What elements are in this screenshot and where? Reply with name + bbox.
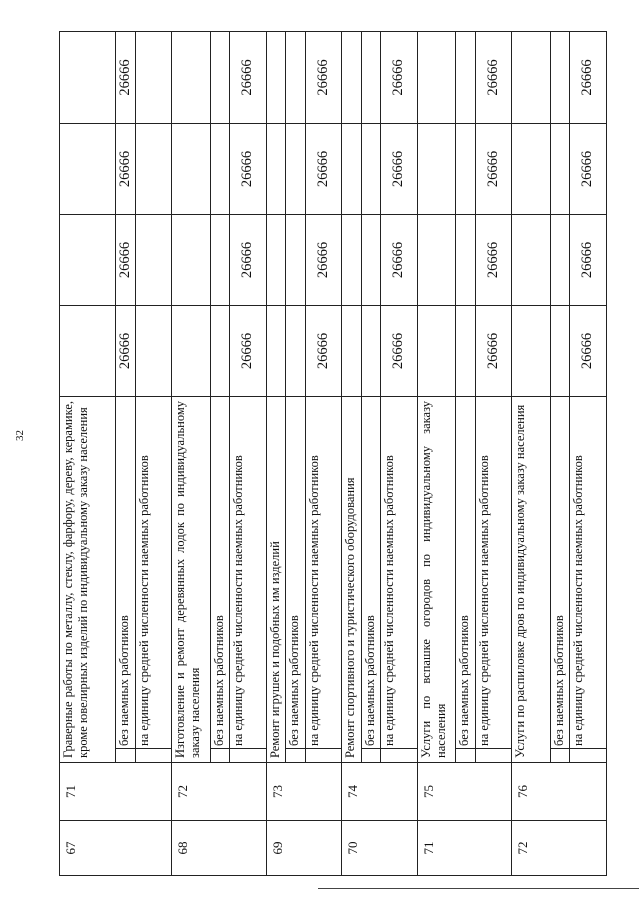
value-cell: 26666	[115, 305, 135, 396]
value-cell: 26666	[115, 214, 135, 305]
indent-cell	[286, 749, 305, 763]
sub-row-label: на единицу средней численности наемных работников	[135, 396, 172, 748]
value-cell	[456, 123, 475, 214]
value-cell	[456, 305, 475, 396]
value-cell-empty	[266, 31, 285, 123]
value-cell: 26666	[570, 305, 607, 396]
row-number: 71	[417, 821, 512, 876]
value-cell	[286, 305, 305, 396]
value-cell-empty	[342, 305, 361, 396]
indent-cell	[550, 749, 569, 763]
value-cell-empty	[512, 305, 551, 396]
value-cell	[361, 214, 380, 305]
row-number: 72	[512, 821, 607, 876]
sub-row-label: без наемных работников	[286, 396, 305, 748]
activity-code: 76	[512, 763, 607, 821]
value-cell: 26666	[380, 305, 417, 396]
value-cell	[456, 214, 475, 305]
value-cell-empty	[342, 214, 361, 305]
value-cell: 26666	[230, 305, 267, 396]
value-cell: 26666	[570, 123, 607, 214]
value-cell-empty	[417, 305, 456, 396]
indent-cell	[361, 749, 380, 763]
table-body	[60, 31, 607, 875]
value-cell	[361, 31, 380, 123]
page-number: 32	[14, 430, 26, 441]
value-cell	[211, 305, 230, 396]
value-cell	[550, 123, 569, 214]
activity-code: 71	[60, 763, 172, 821]
indent-cell	[380, 749, 417, 763]
indent-cell	[305, 749, 342, 763]
value-cell-empty	[266, 214, 285, 305]
activity-code: 74	[342, 763, 417, 821]
activity-title: Ремонт игрушек и подобных им изделий	[266, 396, 285, 762]
value-cell	[135, 31, 172, 123]
footer-rule	[318, 888, 639, 889]
sub-row	[115, 31, 135, 875]
activity-title: Услуги по вспашке огородов по индивидуальному заказу населения	[417, 396, 456, 762]
row-number: 69	[266, 821, 341, 876]
activity-code: 72	[172, 763, 267, 821]
value-cell-empty	[60, 214, 116, 305]
value-cell: 26666	[475, 305, 512, 396]
rates-table	[59, 31, 607, 876]
value-cell-empty	[342, 123, 361, 214]
value-cell-empty	[417, 214, 456, 305]
value-cell-empty	[417, 31, 456, 123]
value-cell: 26666	[305, 214, 342, 305]
value-cell-empty	[60, 123, 116, 214]
section-title-row	[342, 31, 361, 875]
value-cell	[550, 31, 569, 123]
sub-row	[230, 31, 267, 875]
row-number: 70	[342, 821, 417, 876]
value-cell-empty	[342, 31, 361, 123]
section-title-row	[172, 31, 211, 875]
value-cell-empty	[172, 305, 211, 396]
value-cell: 26666	[230, 31, 267, 123]
section-title-row	[60, 31, 116, 875]
activity-code: 75	[417, 763, 512, 821]
value-cell	[135, 123, 172, 214]
sub-row	[135, 31, 172, 875]
sub-row-label: без наемных работников	[456, 396, 475, 748]
indent-cell	[475, 749, 512, 763]
sub-row-label: на единицу средней численности наемных работников	[475, 396, 512, 748]
indent-cell	[211, 749, 230, 763]
sub-row	[380, 31, 417, 875]
value-cell: 26666	[380, 31, 417, 123]
value-cell-empty	[172, 31, 211, 123]
indent-cell	[456, 749, 475, 763]
sub-row-label: на единицу средней численности наемных работников	[570, 396, 607, 748]
sub-row-label: на единицу средней численности наемных работников	[305, 396, 342, 748]
indent-cell	[135, 749, 172, 763]
row-number: 67	[60, 821, 172, 876]
activity-title: Граверные работы по металлу, стеклу, фарфору, дереву, керамике, кроме ювелирных изделий по индивидуальному заказу населения	[60, 396, 116, 762]
value-cell-empty	[172, 123, 211, 214]
sub-row	[361, 31, 380, 875]
indent-cell	[230, 749, 267, 763]
value-cell: 26666	[305, 305, 342, 396]
value-cell: 26666	[475, 123, 512, 214]
value-cell: 26666	[570, 31, 607, 123]
section-title-row	[266, 31, 285, 875]
sub-row	[570, 31, 607, 875]
value-cell	[361, 123, 380, 214]
activity-title: Услуги по распиловке дров по индивидуальному заказу населения	[512, 396, 551, 762]
value-cell: 26666	[380, 214, 417, 305]
activity-title: Ремонт спортивного и туристического оборудования	[342, 396, 361, 762]
value-cell	[286, 31, 305, 123]
value-cell: 26666	[380, 123, 417, 214]
sub-row	[456, 31, 475, 875]
value-cell-empty	[172, 214, 211, 305]
value-cell: 26666	[475, 31, 512, 123]
value-cell-empty	[512, 31, 551, 123]
value-cell: 26666	[475, 214, 512, 305]
value-cell	[361, 305, 380, 396]
value-cell: 26666	[305, 31, 342, 123]
value-cell-empty	[60, 305, 116, 396]
value-cell: 26666	[230, 214, 267, 305]
value-cell: 26666	[305, 123, 342, 214]
indent-cell	[115, 749, 135, 763]
sub-row-label: на единицу средней численности наемных работников	[380, 396, 417, 748]
activity-code: 73	[266, 763, 341, 821]
value-cell	[456, 31, 475, 123]
indent-cell	[570, 749, 607, 763]
value-cell-empty	[266, 305, 285, 396]
value-cell	[286, 214, 305, 305]
value-cell	[550, 305, 569, 396]
sub-row	[211, 31, 230, 875]
value-cell: 26666	[115, 123, 135, 214]
sub-row	[305, 31, 342, 875]
section-title-row	[512, 31, 551, 875]
section-title-row	[417, 31, 456, 875]
value-cell-empty	[266, 123, 285, 214]
value-cell	[211, 123, 230, 214]
value-cell-empty	[512, 214, 551, 305]
value-cell	[211, 214, 230, 305]
value-cell: 26666	[570, 214, 607, 305]
sub-row-label: на единицу средней численности наемных работников	[230, 396, 267, 748]
value-cell	[286, 123, 305, 214]
sub-row-label: без наемных работников	[115, 396, 135, 748]
value-cell	[211, 31, 230, 123]
value-cell	[550, 214, 569, 305]
value-cell-empty	[60, 31, 116, 123]
sub-row-label: без наемных работников	[211, 396, 230, 748]
value-cell: 26666	[230, 123, 267, 214]
value-cell-empty	[417, 123, 456, 214]
value-cell	[135, 214, 172, 305]
rotated-table-container	[59, 32, 607, 876]
sub-row	[286, 31, 305, 875]
sub-row-label: без наемных работников	[550, 396, 569, 748]
value-cell-empty	[512, 123, 551, 214]
activity-title: Изготовление и ремонт деревянных лодок по индивидуальному заказу населения	[172, 396, 211, 762]
row-number: 68	[172, 821, 267, 876]
value-cell: 26666	[115, 31, 135, 123]
value-cell	[135, 305, 172, 396]
sub-row-label: без наемных работников	[361, 396, 380, 748]
sub-row	[550, 31, 569, 875]
sub-row	[475, 31, 512, 875]
